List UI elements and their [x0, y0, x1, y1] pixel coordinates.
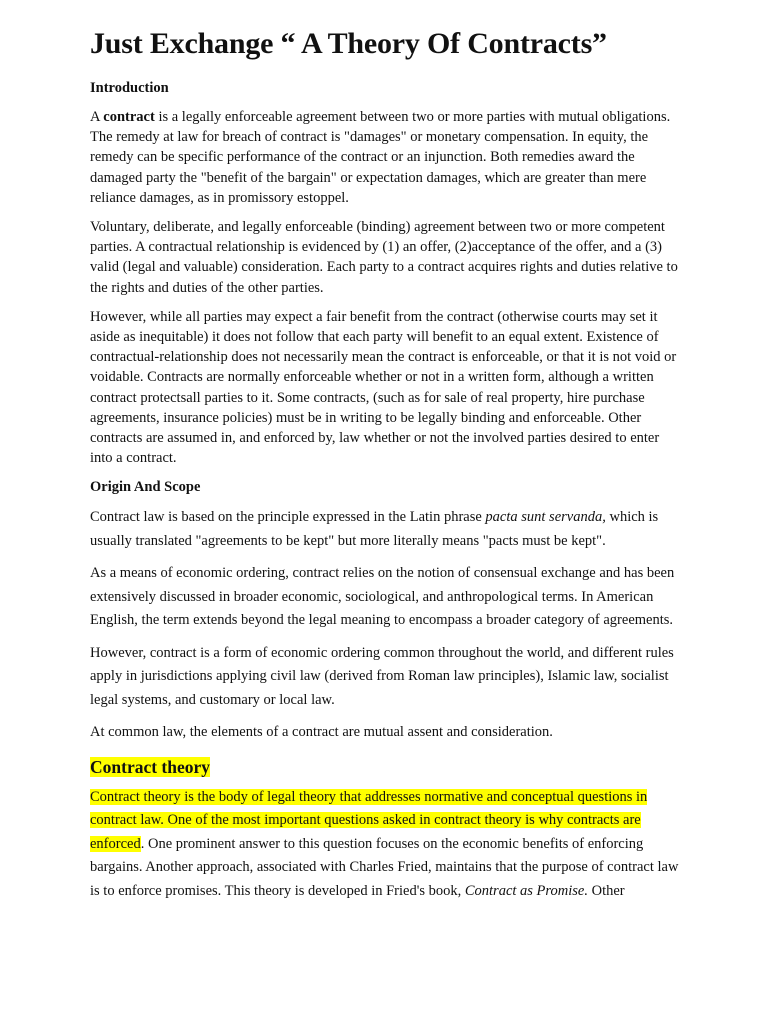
origin-paragraph-1: Contract law is based on the principle expressed in the Latin phrase pacta sunt servanda, which is usually translated "agreements to be kept" but more literally means "pacts must be kept". — [90, 509, 659, 549]
document-page — [90, 24, 680, 912]
highlighted-text: Contract theory is the body of legal theory that addresses normative and conceptual questions in contract law. One of the most important questions asked in contract theory is why contracts are enforced — [90, 788, 648, 852]
contract-term: contract — [103, 109, 155, 125]
origin-paragraph-3: However, contract is a form of economic ordering common throughout the world, and different rules apply in jurisdictions applying civil law (derived from Roman law principles), Islamic law, socialist legal systems, and customary or local law. — [90, 644, 674, 708]
origin-paragraph-2: As a means of economic ordering, contract relies on the notion of consensual exchange and has been extensively discussed in broader economic, sociological, and anthropological terms. In American English, the term extends beyond the legal meaning to encompass a broader category of agreements. — [90, 565, 675, 629]
contract-theory-heading: Contract theory — [90, 756, 211, 777]
introduction-paragraph-1: A contract is a legally enforceable agreement between two or more parties with mutual obligations. The remedy at law for breach of contract is "damages" or monetary compensation. In equity, the remedy can be specific performance of the contract or an injunction. Both remedies award the damaged party the "benefit of the bargain" or expectation damages, which are greater than mere reliance damages, as in promissory estoppel. — [90, 109, 671, 206]
contract-theory-paragraph: Contract theory is the body of legal theory that addresses normative and conceptual questions in contract law. One of the most important questions asked in contract theory is why contracts are enforced. One prominent answer to this question focuses on the economic benefits of enforcing bargains. Another approach, associated with Charles Fried, maintains that the purpose of contract law is to enforce promises. This theory is developed in Fried's book, Contract as Promise. Other — [90, 788, 679, 899]
latin-phrase: pacta sunt servanda, — [485, 509, 606, 526]
origin-paragraph-4: At common law, the elements of a contract are mutual assent and consideration. — [90, 724, 553, 741]
book-title: Contract as Promise. — [464, 882, 588, 899]
introduction-paragraph-2: Voluntary, deliberate, and legally enforceable (binding) agreement between two or more competent parties. A contractual relationship is evidenced by (1) an offer, (2)acceptance of the offer, and a (3) valid (legal and valuable) consideration. Each party to a contract acquires rights and duties relative to the rights and duties of the other parties. — [90, 219, 678, 296]
introduction-heading: Introduction — [90, 80, 169, 96]
document-title: Just Exchange “ A Theory Of Contracts” — [90, 27, 607, 60]
origin-heading: Origin And Scope — [90, 479, 201, 496]
introduction-paragraph-3: However, while all parties may expect a fair benefit from the contract (otherwise courts may set it aside as inequitable) it does not follow that each party will benefit to an equal extent. Existence of contractual-relationship does not necessarily mean the contract is enforceable, or that it is not void or voidable. Contracts are normally enforceable whether or not in a written form, although a written contract protectsall parties to it. Some contracts, (such as for sale of real property, hire purchase agreements, insurance policies) must be in writing to be legally binding and enforceable. Other contracts are assumed in, and enforced by, law whether or not the involved parties desired to enter into a contract. — [90, 308, 677, 467]
